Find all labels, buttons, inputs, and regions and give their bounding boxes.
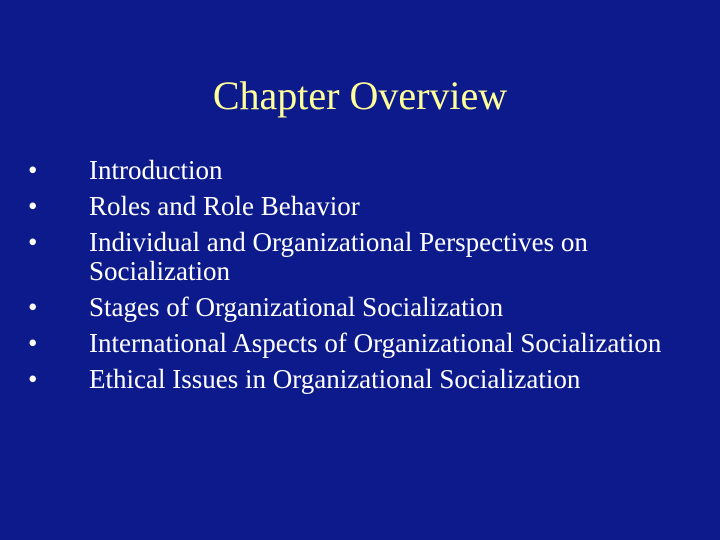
bullet-list (28, 156, 688, 401)
bullet-text: Introduction (89, 155, 223, 185)
slide-title: Chapter Overview (212, 73, 508, 118)
bullet-text: Stages of Organizational Socialization (89, 292, 504, 322)
bullet-text: Ethical Issues in Organizational Socialization (89, 364, 581, 394)
bullet-icon: • (28, 328, 38, 358)
bullet-icon: • (28, 227, 38, 257)
bullet-text: Roles and Role Behavior (89, 191, 360, 221)
bullet-item-roles (28, 192, 688, 221)
bullet-text: International Aspects of Organizational Socialization (89, 328, 662, 358)
bullet-text: Individual and Organizational Perspectives on Socialization (89, 227, 588, 286)
bullet-item-perspectives (28, 228, 688, 286)
bullet-item-ethical (28, 365, 688, 394)
bullet-icon: • (28, 191, 38, 221)
bullet-item-stages (28, 293, 688, 322)
bullet-icon: • (28, 155, 38, 185)
bullet-icon: • (28, 292, 38, 322)
bullet-item-introduction (28, 156, 688, 185)
bullet-item-international (28, 329, 688, 358)
bullet-icon: • (28, 364, 38, 394)
